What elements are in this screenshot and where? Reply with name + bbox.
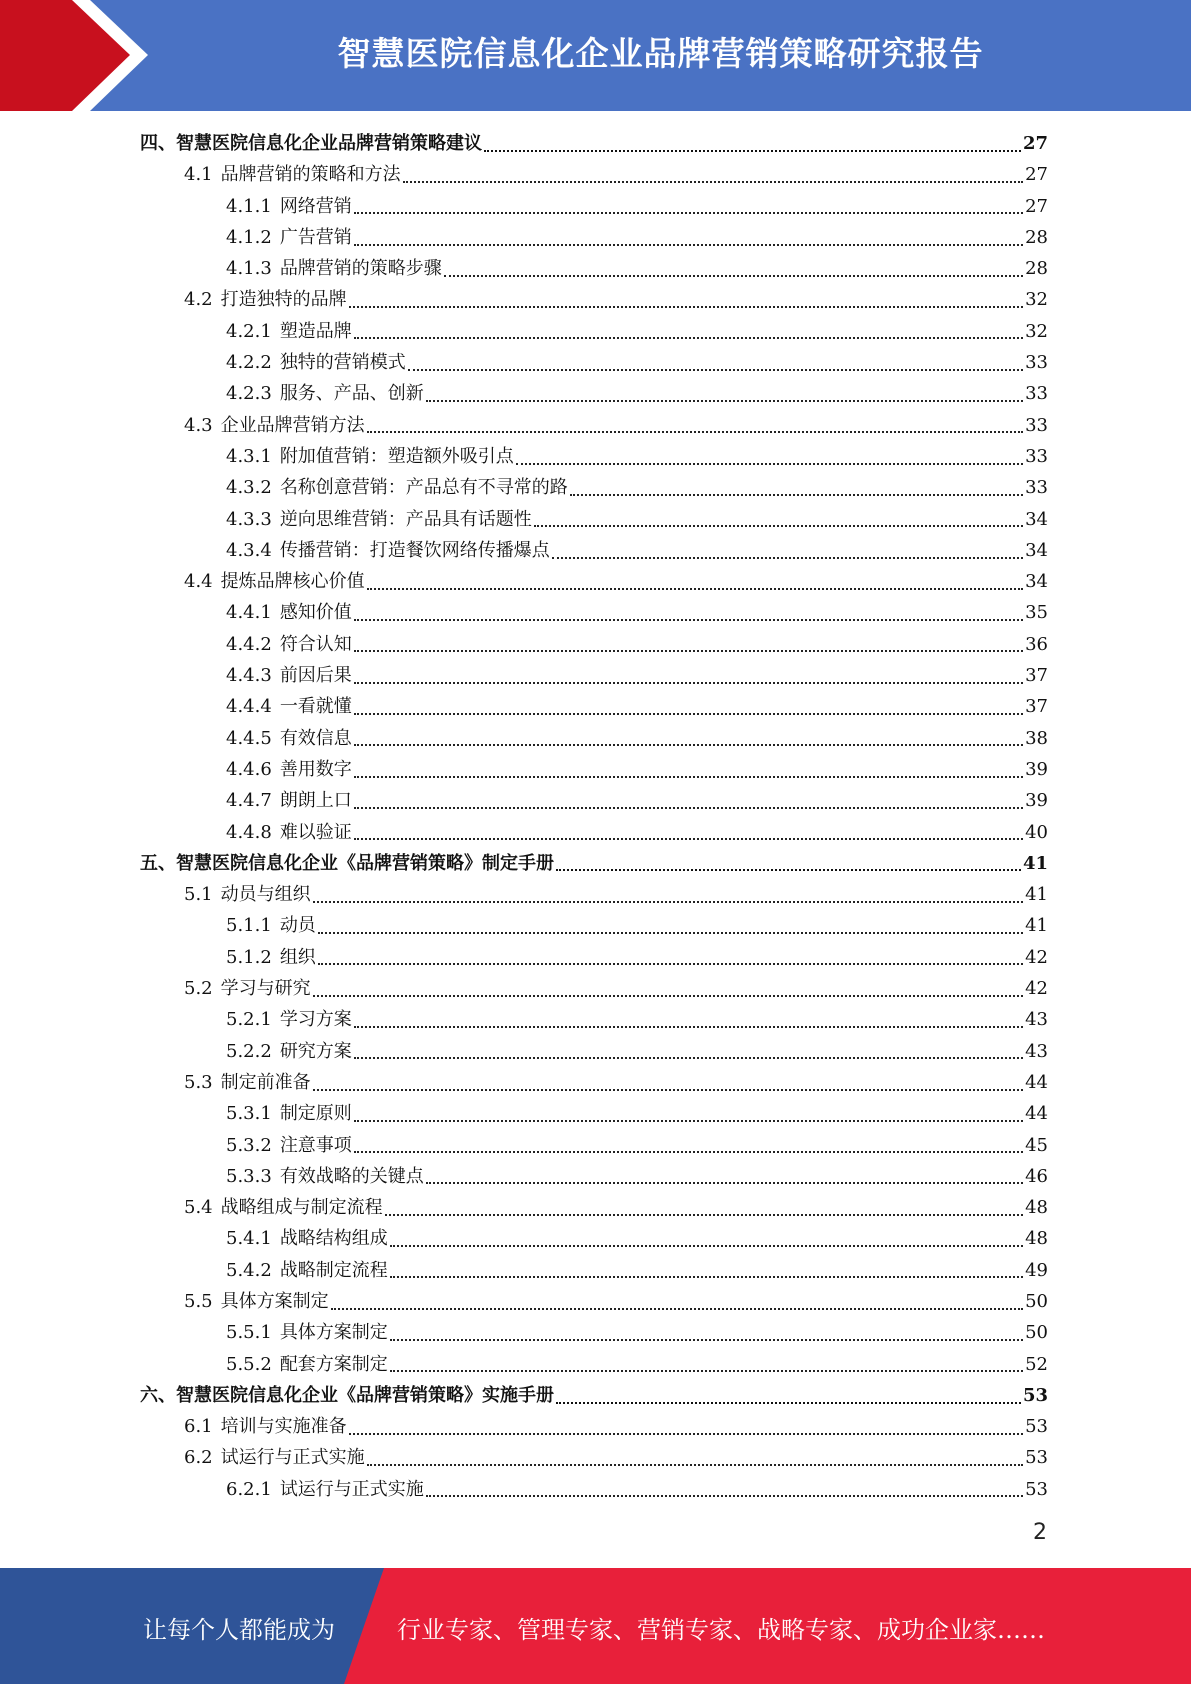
toc-entry[interactable] — [140, 1380, 1048, 1411]
toc-entry[interactable] — [140, 910, 1048, 941]
toc-dot-leader — [484, 150, 1021, 152]
toc-page-number: 41 — [1022, 852, 1048, 874]
toc-entry-label: 符合认知 — [279, 633, 352, 655]
toc-dot-leader — [390, 1370, 1023, 1372]
toc-dot-leader — [349, 1433, 1023, 1435]
toc-entry[interactable] — [140, 754, 1048, 785]
toc-entry[interactable] — [140, 1036, 1048, 1067]
toc-entry-label: 制定原则 — [279, 1103, 352, 1125]
toc-page-number: 33 — [1025, 445, 1048, 467]
toc-dot-leader — [313, 1089, 1023, 1091]
toc-entry[interactable] — [140, 1411, 1048, 1442]
toc-entry-label: 战略组成与制定流程 — [220, 1197, 383, 1219]
toc-entry-number: 5.2.1 — [226, 1009, 272, 1031]
toc-dot-leader — [331, 1308, 1023, 1310]
toc-entry[interactable] — [140, 535, 1048, 566]
toc-entry[interactable] — [140, 1130, 1048, 1161]
toc-entry[interactable] — [140, 1442, 1048, 1473]
toc-entry-number: 5.5.1 — [226, 1322, 272, 1344]
toc-dot-leader — [354, 838, 1023, 840]
toc-page-number: 52 — [1025, 1353, 1048, 1375]
toc-entry-label: 传播营销：打造餐饮网络传播爆点 — [279, 539, 550, 561]
toc-entry[interactable] — [140, 848, 1048, 879]
toc-page-number: 50 — [1025, 1322, 1048, 1344]
toc-dot-leader — [408, 369, 1023, 371]
toc-entry-number: 4.3.4 — [226, 539, 272, 561]
toc-entry-title — [184, 879, 311, 910]
toc-entry[interactable] — [140, 1474, 1048, 1505]
toc-entry-label: 五、智慧医院信息化企业《品牌营销策略》制定手册 — [140, 852, 554, 874]
toc-entry[interactable] — [140, 159, 1048, 190]
toc-entry-number: 5.3.3 — [226, 1165, 272, 1187]
toc-entry-label: 品牌营销的策略和方法 — [220, 164, 401, 186]
toc-entry-number: 6.2.1 — [226, 1478, 272, 1500]
toc-page-number: 37 — [1025, 665, 1048, 687]
toc-page-number: 40 — [1025, 821, 1048, 843]
toc-entry-number: 6.2 — [184, 1447, 213, 1469]
toc-page-number: 28 — [1025, 226, 1048, 248]
toc-entry-number: 5.3 — [184, 1071, 213, 1093]
toc-entry-label: 善用数字 — [279, 758, 352, 780]
toc-entry[interactable] — [140, 691, 1048, 722]
toc-dot-leader — [403, 181, 1023, 183]
toc-dot-leader — [313, 901, 1023, 903]
toc-entry-label: 一看就懂 — [279, 696, 352, 718]
toc-page-number: 53 — [1025, 1478, 1048, 1500]
toc-entry-label: 具体方案制定 — [220, 1290, 329, 1312]
toc-entry-title — [226, 942, 316, 973]
toc-page-number: 34 — [1025, 539, 1048, 561]
toc-entry-label: 独特的营销模式 — [279, 352, 406, 374]
toc-entry-number: 4.4.4 — [226, 696, 272, 718]
toc-dot-leader — [426, 1495, 1023, 1497]
toc-entry-number: 5.5.2 — [226, 1353, 272, 1375]
toc-entry-number: 4.3.1 — [226, 445, 272, 467]
toc-entry-label: 难以验证 — [279, 821, 352, 843]
toc-entry-label: 试运行与正式实施 — [220, 1447, 365, 1469]
toc-entry-label: 服务、产品、创新 — [279, 383, 424, 405]
toc-dot-leader — [367, 1464, 1023, 1466]
page-title: 智慧医院信息化企业品牌营销策略研究报告 — [337, 34, 984, 73]
toc-dot-leader — [354, 1057, 1023, 1059]
footer-slogan-right: 行业专家、管理专家、营销专家、战略专家、成功企业家…… — [397, 1616, 1045, 1644]
toc-entry-label: 名称创意营销：产品总有不寻常的路 — [279, 477, 568, 499]
toc-entry-title — [226, 441, 514, 472]
toc-entry-label: 学习与研究 — [220, 978, 311, 1000]
toc-entry-number: 6.1 — [184, 1416, 213, 1438]
toc-entry-title — [226, 1223, 388, 1254]
toc-entry-label: 制定前准备 — [220, 1071, 311, 1093]
toc-entry-label: 四、智慧医院信息化企业品牌营销策略建议 — [140, 133, 482, 154]
toc-entry-number: 5.1 — [184, 884, 213, 906]
toc-entry-title — [226, 1474, 424, 1505]
toc-entry[interactable] — [140, 817, 1048, 848]
toc-entry[interactable] — [140, 1223, 1048, 1254]
toc-page-number: 27 — [1025, 164, 1048, 186]
toc-entry-title — [184, 973, 311, 1004]
toc-page-number: 48 — [1025, 1228, 1048, 1250]
toc-entry-title — [226, 723, 352, 754]
toc-dot-leader — [367, 588, 1023, 590]
toc-entry-label: 网络营销 — [279, 195, 352, 217]
toc-entry[interactable] — [140, 378, 1048, 409]
toc-entry-number: 4.3 — [184, 414, 213, 436]
toc-entry-number: 4.4.1 — [226, 602, 272, 624]
toc-page-number: 27 — [1025, 195, 1048, 217]
toc-entry[interactable] — [140, 942, 1048, 973]
toc-entry-title — [226, 378, 424, 409]
toc-page-number: 48 — [1025, 1197, 1048, 1219]
toc-page-number: 41 — [1025, 884, 1048, 906]
toc-entry-title — [226, 1004, 352, 1035]
toc-dot-leader — [354, 682, 1023, 684]
toc-page-number: 43 — [1025, 1009, 1048, 1031]
table-of-contents — [140, 128, 1048, 1505]
toc-page-number: 33 — [1025, 352, 1048, 374]
toc-page-number: 38 — [1025, 727, 1048, 749]
toc-entry-title — [226, 347, 406, 378]
toc-page-number: 53 — [1025, 1416, 1048, 1438]
toc-entry-title — [226, 1130, 352, 1161]
toc-entry-label: 广告营销 — [279, 226, 352, 248]
toc-entry-title — [226, 1098, 352, 1129]
toc-entry-number: 4.2.2 — [226, 352, 272, 374]
toc-page-number: 39 — [1025, 758, 1048, 780]
toc-dot-leader — [354, 619, 1023, 621]
toc-entry[interactable] — [140, 410, 1048, 441]
toc-page-number: 53 — [1022, 1384, 1048, 1406]
toc-entry[interactable] — [140, 566, 1048, 597]
toc-entry[interactable] — [140, 316, 1048, 347]
toc-entry-title — [184, 1411, 347, 1442]
toc-entry-title — [140, 1380, 554, 1411]
toc-entry-label: 动员 — [279, 915, 316, 937]
toc-entry-label: 品牌营销的策略步骤 — [279, 258, 442, 280]
toc-entry-number: 5.4.2 — [226, 1259, 272, 1281]
toc-dot-leader — [354, 1120, 1023, 1122]
toc-entry-title — [226, 535, 550, 566]
toc-entry[interactable] — [140, 441, 1048, 472]
toc-page-number: 34 — [1025, 571, 1048, 593]
toc-dot-leader — [354, 212, 1023, 214]
toc-entry-label: 配套方案制定 — [279, 1353, 388, 1375]
toc-entry-number: 4.4 — [184, 571, 213, 593]
toc-page-number: 42 — [1025, 946, 1048, 968]
toc-page-number: 33 — [1025, 383, 1048, 405]
toc-entry[interactable] — [140, 191, 1048, 222]
toc-entry-number: 5.4.1 — [226, 1228, 272, 1250]
toc-page-number: 28 — [1025, 258, 1048, 280]
toc-page-number: 46 — [1025, 1165, 1048, 1187]
toc-page-number: 45 — [1025, 1134, 1048, 1156]
toc-entry-number: 4.4.6 — [226, 758, 272, 780]
toc-dot-leader — [516, 463, 1023, 465]
toc-entry-title — [184, 1286, 329, 1317]
toc-page-number: 50 — [1025, 1290, 1048, 1312]
toc-entry-label: 朗朗上口 — [279, 790, 352, 812]
toc-entry-number: 4.4.5 — [226, 727, 272, 749]
toc-dot-leader — [354, 744, 1023, 746]
toc-entry-title — [226, 191, 352, 222]
toc-dot-leader — [426, 400, 1023, 402]
toc-entry-title — [184, 410, 365, 441]
toc-entry-number: 4.2.1 — [226, 320, 272, 342]
toc-entry-label: 感知价值 — [279, 602, 352, 624]
toc-entry-title — [226, 629, 352, 660]
toc-entry[interactable] — [140, 1317, 1048, 1348]
toc-page-number: 39 — [1025, 790, 1048, 812]
toc-entry-title — [184, 1067, 311, 1098]
toc-entry-title — [226, 1161, 424, 1192]
toc-entry[interactable] — [140, 1067, 1048, 1098]
toc-entry-number: 4.1.2 — [226, 226, 272, 248]
toc-entry-number: 5.5 — [184, 1290, 213, 1312]
toc-entry-title — [226, 316, 352, 347]
toc-entry-title — [226, 472, 568, 503]
toc-entry-title — [226, 910, 316, 941]
toc-page-number: 53 — [1025, 1447, 1048, 1469]
toc-dot-leader — [426, 1182, 1023, 1184]
toc-entry-number: 4.2.3 — [226, 383, 272, 405]
toc-entry-title — [226, 504, 532, 535]
toc-dot-leader — [354, 713, 1023, 715]
toc-entry[interactable] — [140, 284, 1048, 315]
toc-dot-leader — [318, 963, 1023, 965]
toc-entry-number: 4.1.3 — [226, 258, 272, 280]
toc-dot-leader — [354, 337, 1023, 339]
toc-page-number: 41 — [1025, 915, 1048, 937]
toc-entry-number: 4.2 — [184, 289, 213, 311]
toc-entry[interactable] — [140, 973, 1048, 1004]
toc-entry-label: 打造独特的品牌 — [220, 289, 347, 311]
toc-page-number: 27 — [1022, 133, 1048, 154]
toc-entry-title — [226, 1317, 388, 1348]
toc-entry-title — [226, 691, 352, 722]
toc-entry-number: 4.1 — [184, 164, 213, 186]
toc-dot-leader — [367, 431, 1023, 433]
footer-band — [0, 1568, 1191, 1684]
toc-dot-leader — [390, 1339, 1023, 1341]
toc-page-number: 44 — [1025, 1103, 1048, 1125]
toc-entry-label: 战略结构组成 — [279, 1228, 388, 1250]
toc-entry[interactable] — [140, 1349, 1048, 1380]
toc-dot-leader — [444, 275, 1023, 277]
toc-entry-label: 试运行与正式实施 — [279, 1478, 424, 1500]
toc-entry-label: 塑造品牌 — [279, 320, 352, 342]
toc-page-number: 49 — [1025, 1259, 1048, 1281]
toc-page-number: 37 — [1025, 696, 1048, 718]
toc-entry-label: 提炼品牌核心价值 — [220, 571, 365, 593]
page-number: 2 — [1033, 1520, 1047, 1545]
toc-entry[interactable] — [140, 1098, 1048, 1129]
toc-page-number: 33 — [1025, 414, 1048, 436]
toc-entry-number: 4.4.7 — [226, 790, 272, 812]
toc-entry[interactable] — [140, 1192, 1048, 1223]
toc-entry-title — [184, 1442, 365, 1473]
toc-entry-title — [184, 566, 365, 597]
toc-dot-leader — [354, 244, 1023, 246]
toc-entry-number: 4.3.2 — [226, 477, 272, 499]
toc-entry[interactable] — [140, 723, 1048, 754]
toc-dot-leader — [552, 557, 1023, 559]
toc-entry-label: 附加值营销：塑造额外吸引点 — [279, 445, 514, 467]
toc-entry[interactable] — [140, 1161, 1048, 1192]
toc-entry-number: 5.2.2 — [226, 1040, 272, 1062]
header-band — [0, 0, 1191, 111]
toc-entry-title — [226, 660, 352, 691]
toc-entry-title — [184, 284, 347, 315]
toc-page-number: 36 — [1025, 633, 1048, 655]
toc-entry-number: 4.4.3 — [226, 665, 272, 687]
toc-entry-label: 战略制定流程 — [279, 1259, 388, 1281]
toc-entry-title — [226, 754, 352, 785]
toc-entry-title — [226, 1349, 388, 1380]
toc-page-number: 43 — [1025, 1040, 1048, 1062]
toc-dot-leader — [390, 1245, 1023, 1247]
toc-entry-label: 企业品牌营销方法 — [220, 414, 365, 436]
toc-entry-number: 4.4.2 — [226, 633, 272, 655]
toc-dot-leader — [349, 306, 1023, 308]
toc-entry-title — [140, 128, 482, 159]
toc-page-number: 44 — [1025, 1071, 1048, 1093]
toc-entry[interactable] — [140, 472, 1048, 503]
toc-entry-title — [184, 1192, 383, 1223]
footer-slogan-left: 让每个人都能成为 — [143, 1616, 335, 1644]
toc-dot-leader — [313, 995, 1023, 997]
toc-entry-number: 5.1.1 — [226, 915, 272, 937]
toc-entry-label: 六、智慧医院信息化企业《品牌营销策略》实施手册 — [140, 1384, 554, 1406]
toc-dot-leader — [570, 494, 1023, 496]
toc-entry-label: 学习方案 — [279, 1009, 352, 1031]
toc-entry[interactable] — [140, 1004, 1048, 1035]
toc-entry[interactable] — [140, 660, 1048, 691]
toc-entry-title — [226, 1036, 352, 1067]
toc-page-number: 32 — [1025, 320, 1048, 342]
toc-entry-label: 培训与实施准备 — [220, 1416, 347, 1438]
toc-entry-label: 组织 — [279, 946, 316, 968]
toc-entry[interactable] — [140, 597, 1048, 628]
toc-entry[interactable] — [140, 785, 1048, 816]
toc-entry-number: 5.4 — [184, 1197, 213, 1219]
toc-dot-leader — [556, 1402, 1021, 1404]
toc-entry[interactable] — [140, 1255, 1048, 1286]
toc-entry[interactable] — [140, 629, 1048, 660]
toc-entry-label: 逆向思维营销：产品具有话题性 — [279, 508, 532, 530]
toc-entry[interactable] — [140, 347, 1048, 378]
toc-page-number: 34 — [1025, 508, 1048, 530]
toc-dot-leader — [318, 932, 1023, 934]
toc-entry-title — [226, 222, 352, 253]
toc-entry-label: 研究方案 — [279, 1040, 352, 1062]
toc-entry[interactable] — [140, 1286, 1048, 1317]
toc-dot-leader — [354, 807, 1023, 809]
toc-dot-leader — [556, 869, 1021, 871]
toc-page-number: 42 — [1025, 978, 1048, 1000]
toc-entry[interactable] — [140, 128, 1048, 159]
toc-entry[interactable] — [140, 253, 1048, 284]
toc-entry-title — [226, 1255, 388, 1286]
toc-entry[interactable] — [140, 222, 1048, 253]
toc-dot-leader — [534, 525, 1023, 527]
toc-entry-number: 5.2 — [184, 978, 213, 1000]
toc-dot-leader — [354, 776, 1023, 778]
toc-entry-title — [226, 785, 352, 816]
toc-entry-title — [226, 253, 442, 284]
toc-page-number: 33 — [1025, 477, 1048, 499]
toc-dot-leader — [390, 1276, 1023, 1278]
toc-dot-leader — [385, 1214, 1023, 1216]
toc-entry-label: 注意事项 — [279, 1134, 352, 1156]
toc-page-number: 35 — [1025, 602, 1048, 624]
toc-page-number: 32 — [1025, 289, 1048, 311]
toc-entry[interactable] — [140, 504, 1048, 535]
toc-entry-label: 有效战略的关键点 — [279, 1165, 424, 1187]
toc-entry-number: 4.3.3 — [226, 508, 272, 530]
toc-entry-number: 5.3.2 — [226, 1134, 272, 1156]
toc-entry-number: 4.4.8 — [226, 821, 272, 843]
toc-entry-title — [184, 159, 401, 190]
toc-entry-label: 具体方案制定 — [279, 1322, 388, 1344]
toc-dot-leader — [354, 1026, 1023, 1028]
toc-dot-leader — [354, 1151, 1023, 1153]
toc-entry-title — [140, 848, 554, 879]
toc-entry[interactable] — [140, 879, 1048, 910]
toc-entry-label: 有效信息 — [279, 727, 352, 749]
toc-entry-number: 4.1.1 — [226, 195, 272, 217]
toc-entry-number: 5.1.2 — [226, 946, 272, 968]
toc-entry-title — [226, 597, 352, 628]
toc-entry-title — [226, 817, 352, 848]
toc-entry-number: 5.3.1 — [226, 1103, 272, 1125]
toc-entry-label: 前因后果 — [279, 665, 352, 687]
toc-dot-leader — [354, 650, 1023, 652]
toc-entry-label: 动员与组织 — [220, 884, 311, 906]
